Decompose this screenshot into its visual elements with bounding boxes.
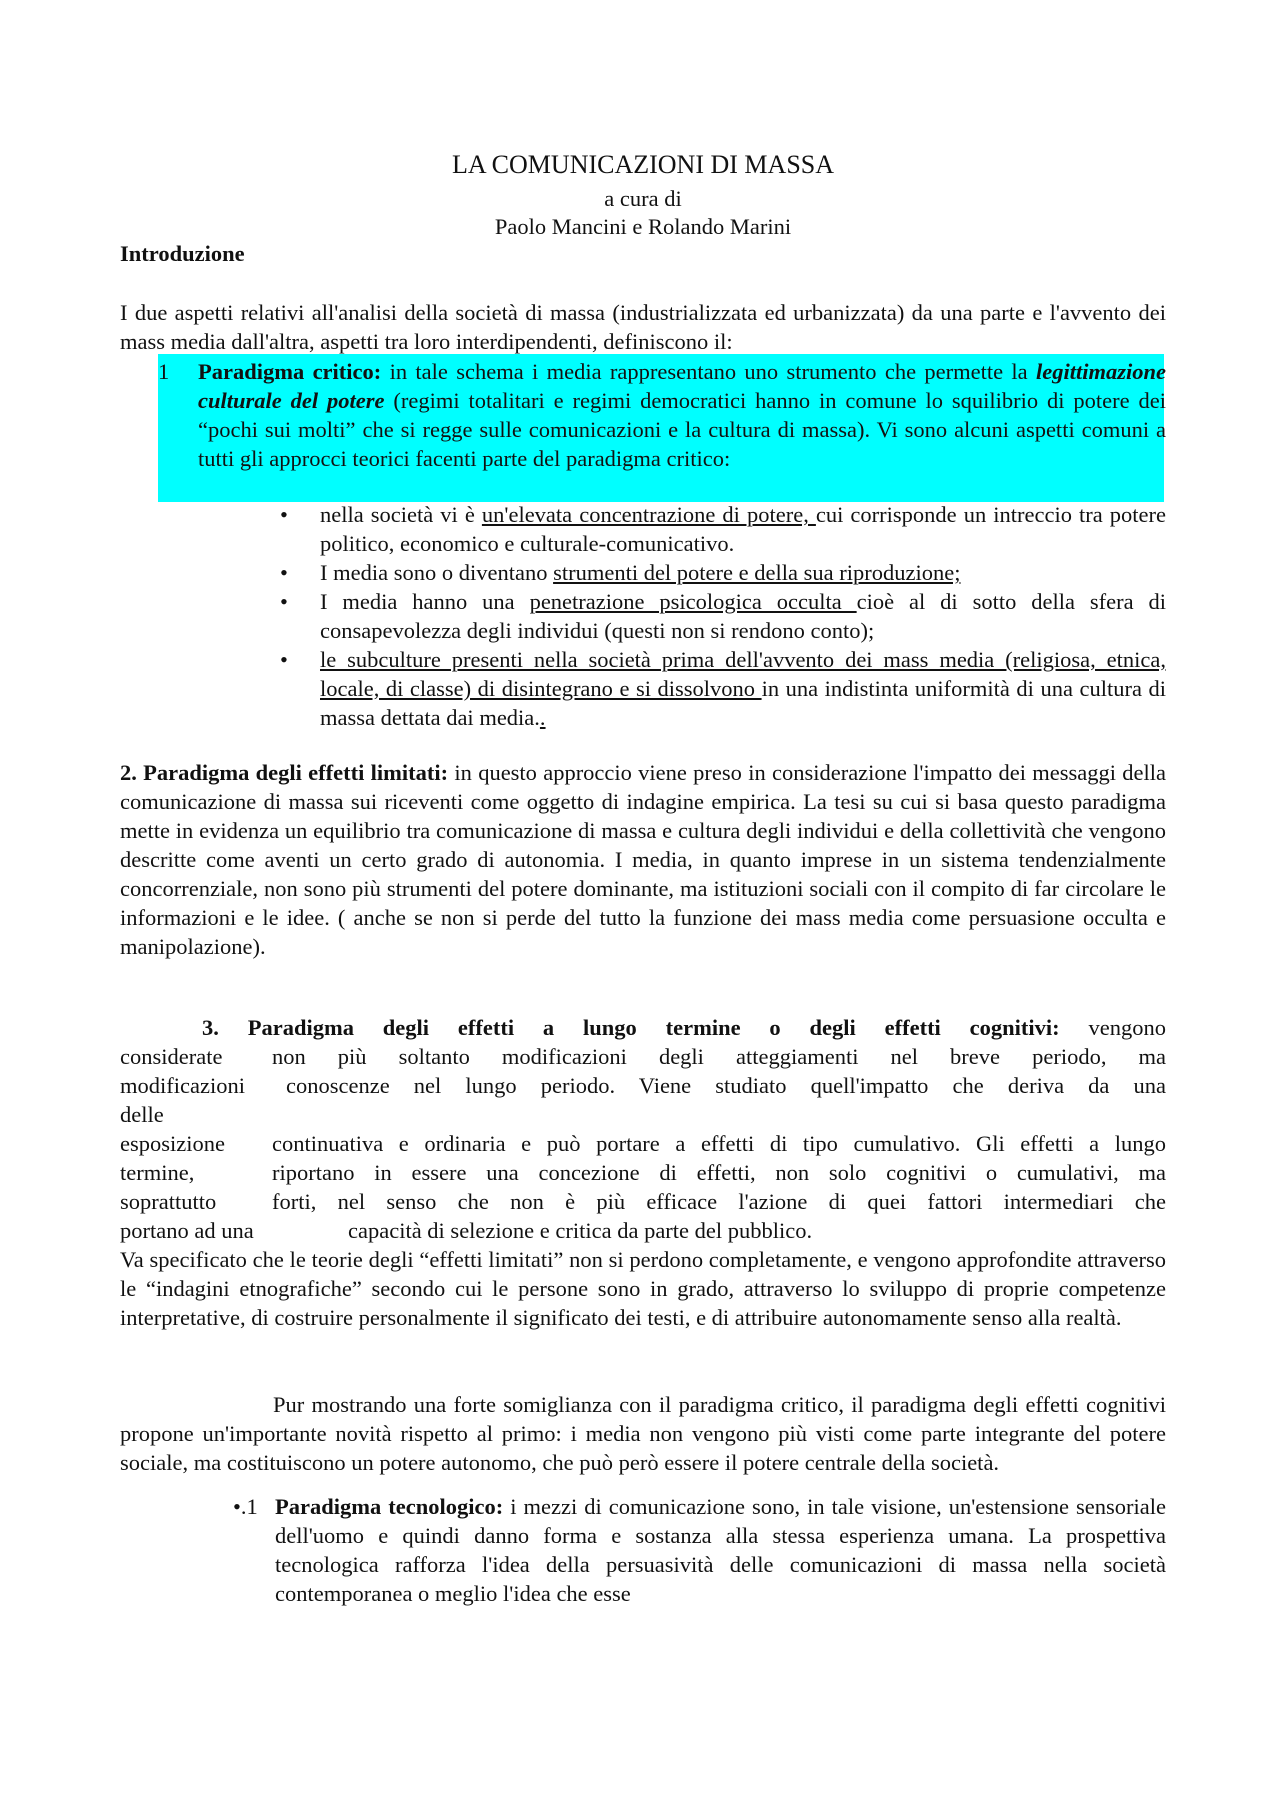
row-left: modificazioni delle <box>120 1073 245 1127</box>
row-right: forti, nel senso che non è più efficace l'azione di quei fattori intermediari che <box>272 1189 1166 1214</box>
text-run: cui corrisponde un intreccio tra potere politico, economico e culturale-comunicativo. <box>320 502 1167 556</box>
row-right: capacità di selezione e critica da parte del pubblico. <box>348 1218 813 1243</box>
paragraph-effetti-limitati <box>120 758 1166 961</box>
underlined-text: . <box>539 705 546 730</box>
list-item-paradigma-tecnologico <box>233 1492 1166 1608</box>
paragraph-label: 3. Paradigma degli effetti a lungo termine o degli effetti cognitivi: <box>202 1015 1060 1040</box>
paradigma-critico-text <box>198 357 1166 473</box>
text-row <box>120 1158 1166 1187</box>
section-heading: Introduzione <box>120 241 245 266</box>
list-item <box>280 645 1166 732</box>
text-run: (regimi totalitari e regimi democratici hanno in comune lo squilibrio di potere dei “pochi sui molti” che si regge sulle comunicazioni e la cultura di massa). Vi sono alcuni aspetti comuni a tutti gli approcci teorici facenti parte del paradigma critico: <box>198 388 1166 471</box>
text-run: in questo approccio viene preso in considerazione l'impatto dei messaggi della comunicazione di massa sui riceventi come oggetto di indagine empirica. La tesi su cui si basa questo paradigma mette in evidenza un equilibrio tra comunicazione di massa e cultura degli individui e della collettività che vengono descritte come aventi un certo grado di autonomia. I media, in quanto imprese in un sistema tendenzialmente concorrenziale, non sono più strumenti del potere dominante, ma istituzioni sociali con il compito di far circolare le informazioni e le idee. ( anche se non si perde del tutto la funzione dei mass media come persuasione occulta e manipolazione). <box>120 760 1166 959</box>
text-run: in una indistinta uniformità di una cultura di massa dettata dai media. <box>320 676 1166 730</box>
underlined-text: un'elevata concentrazione di potere, <box>481 502 816 527</box>
row-left: soprattutto <box>120 1189 217 1214</box>
text-row <box>120 1187 1166 1216</box>
bullet-icon: • <box>280 502 288 527</box>
text-row <box>120 1129 1166 1158</box>
paradigma-critico-label: Paradigma critico: <box>198 359 382 384</box>
row-right: conoscenze nel lungo periodo. Viene studiato quell'impatto che deriva da una <box>286 1073 1166 1098</box>
text-run: i mezzi di comunicazione sono, in tale visione, un'estensione sensoriale dell'uomo e quindi danno forma e sostanza alla stessa esperienza umana. La prospettiva tecnologica rafforza l'idea della persuasività delle comunicazioni di massa nella società contemporanea o meglio l'idea che esse <box>275 1494 1166 1606</box>
row-right: riportano in essere una concezione di effetti, non solo cognitivi o cumulativi, ma <box>272 1160 1166 1185</box>
text-run: I media sono o diventano <box>320 560 554 585</box>
authors: Paolo Mancini e Rolando Marini <box>494 214 792 239</box>
list-item <box>280 587 1166 645</box>
text-row <box>120 1071 1166 1129</box>
page-title: LA COMUNICAZIONI DI MASSA <box>451 150 835 179</box>
paragraph-indagini-etnografiche: Va specificato che le teorie degli “effetti limitati” non si perdono completamente, e vengono approfondite attraverso le “indagini etnografiche” secondo cui le persone sono in grado, attraverso lo sviluppo di proprie competenze interpretative, di costruire personalmente il significato dei testi, e di attribuire autonomamente senso alla realtà. <box>120 1247 1166 1330</box>
row-right: non più soltanto modificazioni degli atteggiamenti nel breve periodo, ma <box>272 1044 1166 1069</box>
subtitle: a cura di <box>604 186 682 211</box>
text-run: nella società vi è <box>320 502 482 527</box>
underlined-text: penetrazione psicologica occulta <box>529 589 857 614</box>
row-left: considerate <box>120 1044 223 1069</box>
list-item <box>280 558 1166 587</box>
row-left: portano ad una <box>120 1218 254 1243</box>
paradigma-tecnologico-text <box>275 1492 1166 1608</box>
text-row <box>120 1042 1166 1071</box>
bullet-icon: • <box>280 560 288 585</box>
text-run: cioè al di sotto della sfera di consapevolezza degli individui (questi non si rendono conto); <box>320 589 1166 643</box>
row-right: continuativa e ordinaria e può portare a effetti di tipo cumulativo. Gli effetti a lungo <box>272 1131 1166 1156</box>
paragraph-somiglianza: Pur mostrando una forte somiglianza con il paradigma critico, il paradigma degli effetti cognitivi propone un'importante novità rispetto al primo: i media non vengono più visti come parte integrante del potere sociale, ma costituiscono un potere autonomo, che può però essere il potere centrale della società. <box>120 1392 1166 1475</box>
paragraph-effetti-cognitivi-rows <box>120 1042 1166 1245</box>
emphasis-legittimazione: legittimazione culturale del potere <box>198 359 1166 413</box>
bullet-list <box>280 500 1166 732</box>
paragraph-effetti-cognitivi-lead <box>120 1013 1166 1042</box>
text-run: vengono <box>1059 1015 1166 1040</box>
paragraph-label: Paradigma tecnologico: <box>275 1494 504 1519</box>
paragraph-label: 2. Paradigma degli effetti limitati: <box>120 760 449 785</box>
intro-paragraph: I due aspetti relativi all'analisi della società di massa (industrializzata ed urbanizzata) da una parte e l'avvento dei mass media dall'altra, aspetti tra loro interdipendenti, definiscono il: <box>120 300 1166 354</box>
row-left: termine, <box>120 1160 195 1185</box>
bullet-icon: • <box>280 589 288 614</box>
text-row <box>120 1216 1166 1245</box>
list-number: 1 <box>158 359 170 384</box>
list-item-paradigma-critico <box>158 357 1166 473</box>
bullet-icon: • <box>280 647 288 672</box>
row-left: esposizione <box>120 1131 225 1156</box>
text-run: I media hanno una <box>320 589 530 614</box>
underlined-text: strumenti del potere e della sua riproduzione; <box>553 560 961 585</box>
list-item <box>280 500 1166 558</box>
text-run: in tale schema i media rappresentano uno strumento che permette la <box>381 359 1036 384</box>
list-number: •.1 <box>233 1494 258 1519</box>
underlined-text: le subculture presenti nella società prima dell'avvento dei mass media (religiosa, etnica, locale, di classe) di disintegrano e si dissolvono <box>320 647 1166 701</box>
